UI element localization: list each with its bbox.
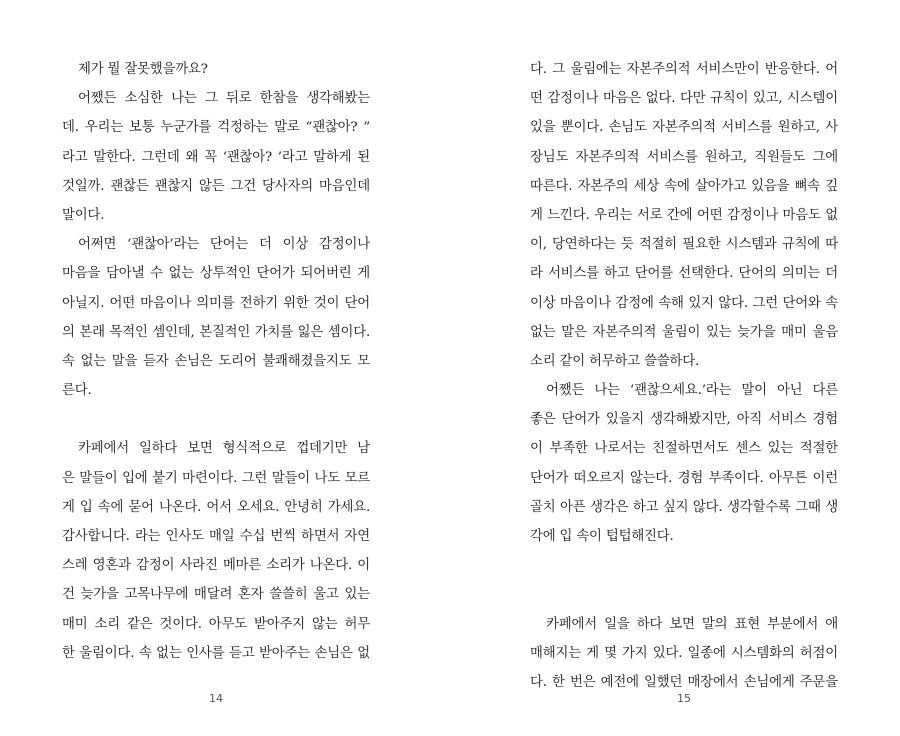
text-line: 제가 뭘 잘못했을까요? (78, 62, 208, 77)
text-line: 카페에서 일을 하다 보면 말의 표현 부분에서 애 (546, 616, 838, 632)
text-line: 말이다. (62, 207, 105, 223)
page-number: 15 (677, 692, 691, 705)
text-line: 게 느낀다. 우리는 서로 간에 어떤 감정이나 마음도 없 (530, 207, 838, 223)
text-line: 의 본래 목적인 셈인데, 본질적인 가치를 잃은 셈이다. (62, 324, 370, 340)
text-line: 소리 같이 허무하고 쓸쓸하다. (530, 353, 700, 369)
text-line: 은 말들이 입에 붙기 마련이다. 그런 말들이 나도 모르 (62, 470, 370, 486)
text-line: 데. 우리는 보통 누군가를 걱정하는 말로 “괜찮아? ” (62, 120, 370, 136)
text-line: 아닐지. 어떤 마음이나 의미를 전하기 위한 것이 단어 (62, 295, 370, 311)
text-line: 다. 한 번은 예전에 일했던 매장에서 손님에게 주문을 (530, 674, 838, 690)
text-line: 없는 말은 자본주의적 울림이 있는 늦가을 매미 울음 (530, 324, 838, 340)
text-line: 매해지는 게 몇 가지 있다. 일종에 시스템화의 허점이 (530, 645, 838, 661)
text-line: 어쩌면 ‘괜찮아’라는 단어는 더 이상 감정이나 (78, 237, 370, 253)
text-line: 따른다. 자본주의 세상 속에 살아가고 있음을 뼈속 깊 (530, 178, 838, 194)
text-line: 어쨌든 나는 ‘괜찮으세요.’라는 말이 아닌 다른 (546, 383, 838, 399)
text-line: 한 울림이다. 속 없는 인사를 듣고 받아주는 손님은 없 (62, 645, 370, 661)
text-line: 골치 아픈 생각은 하고 싶지 않다. 생각할수록 그때 생 (530, 499, 838, 515)
text-line: 라고 말한다. 그런데 왜 꼭 ‘괜찮아? ’라고 말하게 된 (62, 149, 370, 165)
text-line: 장님도 자본주의적 서비스를 원하고, 직원들도 그에 (530, 149, 838, 165)
text-line: 떤 감정이나 마음은 없다. 다만 규칙이 있고, 시스템이 (530, 91, 838, 107)
text-line: 매미 소리 같은 것이다. 아무도 받아주지 않는 허무 (62, 616, 370, 632)
text-line: 른다. (62, 383, 92, 399)
left-page-text (62, 55, 370, 668)
text-line: 카페에서 일하다 보면 형식적으로 껍데기만 남 (78, 441, 370, 457)
text-line: 것일까. 괜찮든 괜찮지 않든 그건 당사자의 마음인데 (62, 178, 370, 194)
text-line: 있을 뿐이다. 손님도 자본주의적 서비스를 원하고, 사 (530, 120, 838, 136)
text-line: 게 입 속에 묻어 나온다. 어서 오세요. 안녕히 가세요. (62, 499, 370, 515)
blank-line (530, 580, 838, 609)
text-line: 각에 입 속이 텁텁해진다. (530, 529, 674, 544)
left-page (62, 55, 370, 727)
text-line: 다. 그 울림에는 자본주의적 서비스만이 반응한다. 어 (530, 62, 838, 77)
right-page (530, 55, 838, 727)
text-line: 건 늦가을 고목나무에 매달려 혼자 쓸쓸히 울고 있는 (62, 587, 370, 603)
text-line: 이, 당연하다는 듯 적절히 필요한 시스템과 규칙에 따 (530, 237, 838, 253)
text-line: 라 서비스를 하고 단어를 선택한다. 단어의 의미는 더 (530, 266, 838, 282)
blank-line (62, 405, 370, 434)
page-number: 14 (209, 692, 223, 705)
text-line: 마음을 담아낼 수 없는 상투적인 단어가 되어버린 게 (62, 266, 370, 282)
text-line: 감사합니다. 라는 인사도 매일 수십 번씩 하면서 자연 (62, 529, 370, 544)
text-line: 스레 영혼과 감정이 사라진 메마른 소리가 나온다. 이 (62, 558, 370, 574)
text-line: 이 부족한 나로서는 친절하면서도 센스 있는 적절한 (530, 441, 838, 457)
text-line: 단어가 떠오르지 않는다. 경험 부족이다. 아무튼 이런 (530, 470, 838, 486)
blank-line (530, 551, 838, 580)
right-page-text (530, 55, 838, 697)
text-line: 어쨌든 소심한 나는 그 뒤로 한참을 생각해봤는 (78, 91, 370, 107)
text-line: 이상 마음이나 감정에 속해 있지 않다. 그런 단어와 속 (530, 295, 838, 311)
text-line: 좋은 단어가 있을지 생각해봤지만, 아직 서비스 경험 (530, 412, 838, 428)
text-line: 속 없는 말을 듣자 손님은 도리어 불쾌해졌을지도 모 (62, 353, 370, 369)
